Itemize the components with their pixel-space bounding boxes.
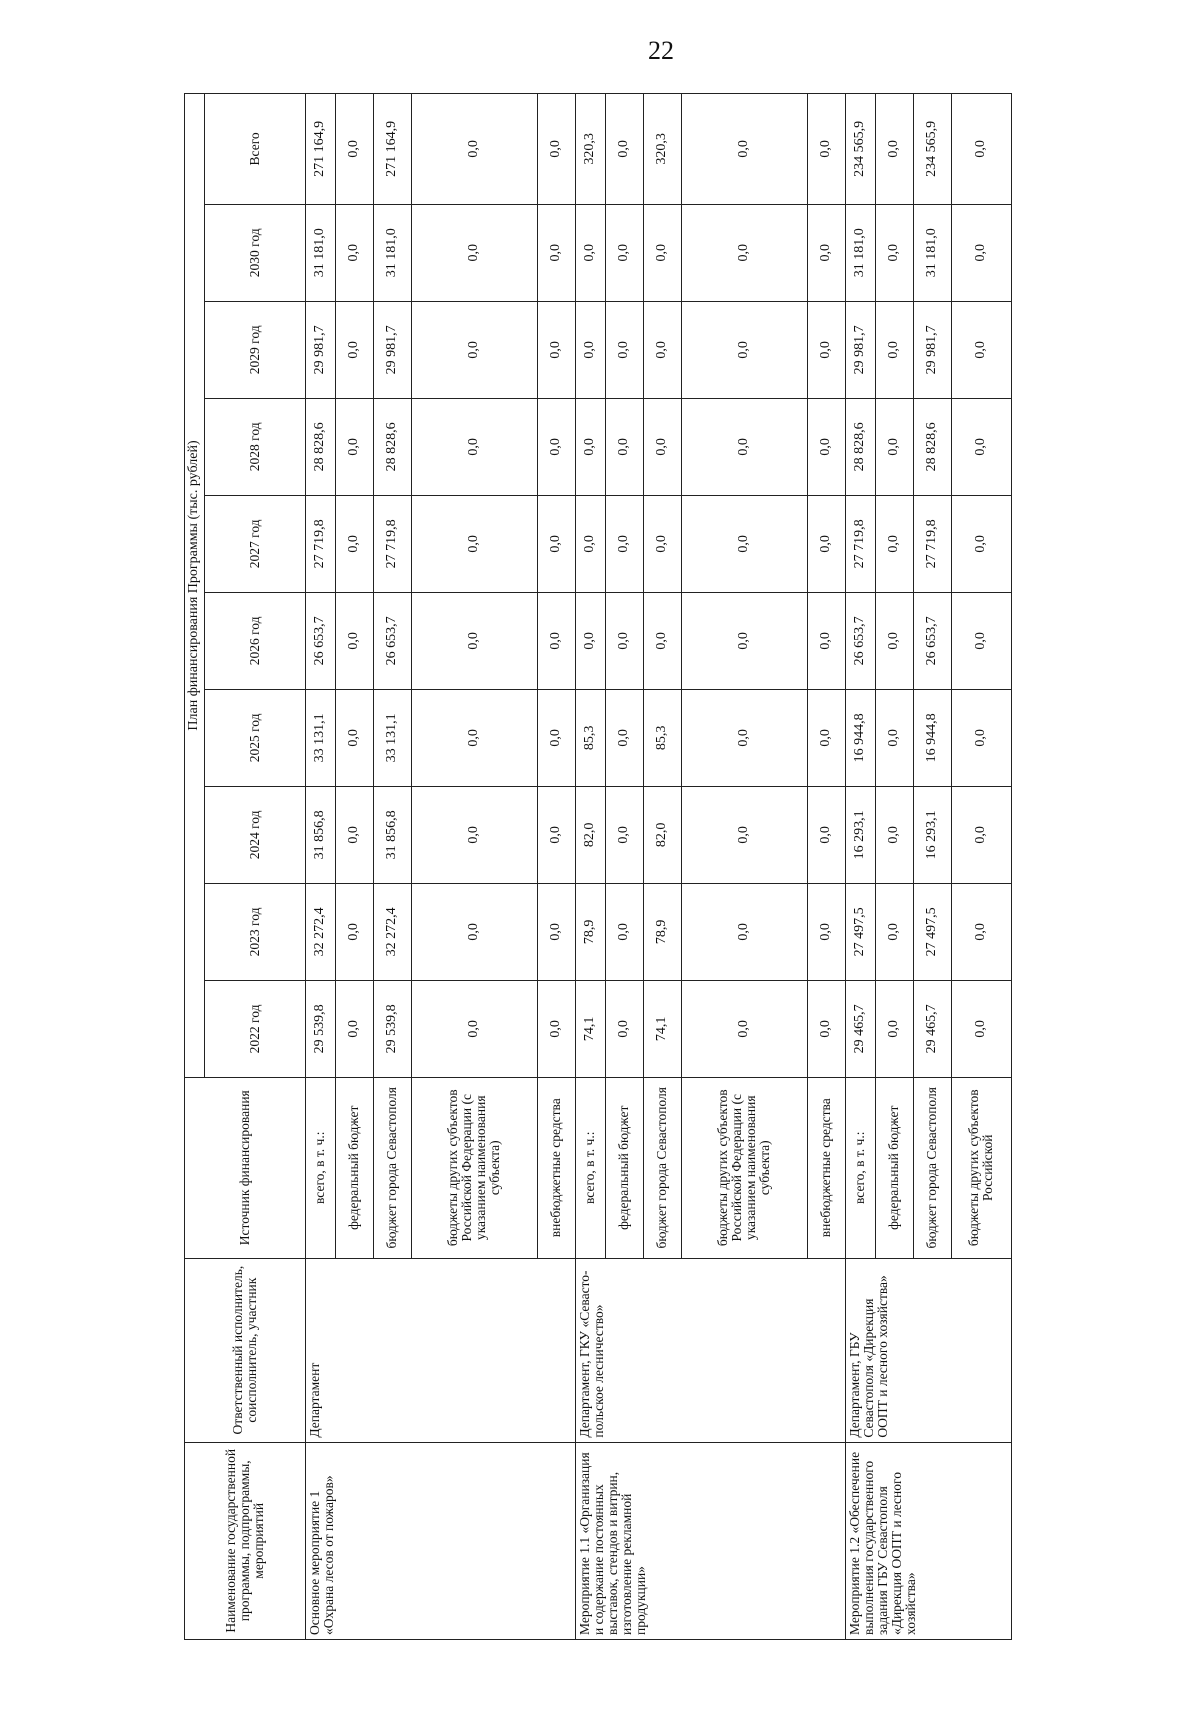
value-cell: 28 828,6	[305, 398, 335, 495]
value-cell: 27 719,8	[913, 495, 951, 592]
value-cell: 27 719,8	[373, 495, 411, 592]
header-year: 2022 год	[204, 980, 305, 1077]
value-cell: 29 465,7	[845, 980, 875, 1077]
executor-cell: Департамент, ГБУ Севастополя «Дирекция ООПТ и лесного хозяйства»	[845, 1258, 1011, 1442]
value-cell: 29 539,8	[373, 980, 411, 1077]
value-cell: 29 981,7	[913, 301, 951, 398]
value-cell: 0,0	[411, 398, 537, 495]
value-cell: 0,0	[681, 786, 807, 883]
header-executor: Ответственный исполнитель, соисполнитель, участник	[185, 1258, 306, 1442]
value-cell: 31 181,0	[305, 204, 335, 301]
value-cell: 82,0	[643, 786, 681, 883]
value-cell: 0,0	[875, 204, 913, 301]
table-row	[845, 94, 875, 1640]
value-cell: 0,0	[875, 786, 913, 883]
value-cell: 0,0	[643, 204, 681, 301]
value-cell: 0,0	[605, 204, 643, 301]
value-cell: 0,0	[411, 204, 537, 301]
value-cell: 31 181,0	[913, 204, 951, 301]
value-cell: 31 181,0	[845, 204, 875, 301]
value-cell: 31 856,8	[373, 786, 411, 883]
value-cell: 16 944,8	[913, 689, 951, 786]
value-cell: 0,0	[951, 204, 1011, 301]
value-cell: 26 653,7	[845, 592, 875, 689]
value-cell: 0,0	[875, 592, 913, 689]
total-cell: 234 565,9	[845, 94, 875, 205]
total-cell: 0,0	[951, 94, 1011, 205]
value-cell: 26 653,7	[913, 592, 951, 689]
header-year: 2030 год	[204, 204, 305, 301]
value-cell: 0,0	[335, 980, 373, 1077]
value-cell: 78,9	[575, 883, 605, 980]
value-cell: 0,0	[643, 398, 681, 495]
value-cell: 0,0	[807, 980, 845, 1077]
header-year: 2026 год	[204, 592, 305, 689]
value-cell: 0,0	[575, 204, 605, 301]
value-cell: 0,0	[537, 980, 575, 1077]
value-cell: 16 293,1	[845, 786, 875, 883]
total-cell: 0,0	[681, 94, 807, 205]
value-cell: 0,0	[807, 786, 845, 883]
header-year: 2025 год	[204, 689, 305, 786]
header-year: 2023 год	[204, 883, 305, 980]
value-cell: 16 293,1	[913, 786, 951, 883]
source-cell: всего, в т. ч.:	[845, 1077, 875, 1258]
value-cell: 28 828,6	[845, 398, 875, 495]
source-cell: бюджет города Севастополя	[643, 1077, 681, 1258]
value-cell: 74,1	[643, 980, 681, 1077]
value-cell: 26 653,7	[373, 592, 411, 689]
value-cell: 33 131,1	[373, 689, 411, 786]
value-cell: 0,0	[411, 786, 537, 883]
value-cell: 0,0	[807, 883, 845, 980]
value-cell: 32 272,4	[305, 883, 335, 980]
total-cell: 0,0	[335, 94, 373, 205]
value-cell: 82,0	[575, 786, 605, 883]
value-cell: 0,0	[411, 883, 537, 980]
value-cell: 0,0	[537, 592, 575, 689]
value-cell: 0,0	[411, 980, 537, 1077]
total-cell: 0,0	[875, 94, 913, 205]
value-cell: 29 465,7	[913, 980, 951, 1077]
executor-cell: Департамент, ГКУ «Севасто-польское лесничество»	[575, 1258, 845, 1442]
value-cell: 0,0	[951, 398, 1011, 495]
value-cell: 33 131,1	[305, 689, 335, 786]
program-name-cell: Мероприятие 1.2 «Обеспечение выполнения государственного задания ГБУ Севастополя «Дирекция ООПТ и лесного хозяйства»	[845, 1442, 1011, 1639]
value-cell: 0,0	[875, 301, 913, 398]
value-cell: 0,0	[335, 883, 373, 980]
header-year: 2024 год	[204, 786, 305, 883]
value-cell: 0,0	[807, 495, 845, 592]
value-cell: 0,0	[537, 786, 575, 883]
value-cell: 0,0	[643, 495, 681, 592]
source-cell: внебюджетные средства	[537, 1077, 575, 1258]
value-cell: 0,0	[681, 689, 807, 786]
value-cell: 78,9	[643, 883, 681, 980]
value-cell: 0,0	[605, 592, 643, 689]
value-cell: 0,0	[681, 980, 807, 1077]
value-cell: 0,0	[951, 495, 1011, 592]
value-cell: 0,0	[681, 883, 807, 980]
source-cell: бюджет города Севастополя	[373, 1077, 411, 1258]
total-cell: 271 164,9	[305, 94, 335, 205]
value-cell: 0,0	[605, 398, 643, 495]
source-cell: федеральный бюджет	[605, 1077, 643, 1258]
value-cell: 29 539,8	[305, 980, 335, 1077]
value-cell: 74,1	[575, 980, 605, 1077]
value-cell: 27 497,5	[913, 883, 951, 980]
value-cell: 0,0	[605, 883, 643, 980]
total-cell: 271 164,9	[373, 94, 411, 205]
value-cell: 85,3	[575, 689, 605, 786]
value-cell: 0,0	[951, 786, 1011, 883]
source-cell: бюджеты других субъектов Российской	[951, 1077, 1011, 1258]
value-cell: 0,0	[643, 592, 681, 689]
source-cell: федеральный бюджет	[335, 1077, 373, 1258]
value-cell: 16 944,8	[845, 689, 875, 786]
value-cell: 0,0	[335, 786, 373, 883]
value-cell: 0,0	[807, 301, 845, 398]
value-cell: 0,0	[537, 495, 575, 592]
value-cell: 0,0	[807, 204, 845, 301]
total-cell: 320,3	[643, 94, 681, 205]
value-cell: 0,0	[681, 204, 807, 301]
value-cell: 0,0	[951, 883, 1011, 980]
value-cell: 0,0	[875, 495, 913, 592]
table-header	[185, 94, 306, 1640]
header-source: Источник финансирования	[185, 1077, 306, 1258]
total-cell: 0,0	[605, 94, 643, 205]
header-year: 2029 год	[204, 301, 305, 398]
table-row	[305, 94, 335, 1640]
value-cell: 0,0	[411, 301, 537, 398]
value-cell: 0,0	[411, 495, 537, 592]
total-cell: 0,0	[537, 94, 575, 205]
header-year: 2028 год	[204, 398, 305, 495]
value-cell: 0,0	[605, 689, 643, 786]
source-cell: всего, в т. ч.:	[575, 1077, 605, 1258]
value-cell: 0,0	[875, 883, 913, 980]
financing-table	[184, 93, 1012, 1640]
value-cell: 0,0	[951, 689, 1011, 786]
header-year: 2027 год	[204, 495, 305, 592]
page-number: 22	[648, 36, 674, 65]
value-cell: 29 981,7	[373, 301, 411, 398]
value-cell: 0,0	[335, 398, 373, 495]
value-cell: 0,0	[575, 301, 605, 398]
value-cell: 32 272,4	[373, 883, 411, 980]
value-cell: 0,0	[643, 301, 681, 398]
value-cell: 0,0	[681, 495, 807, 592]
executor-cell: Департамент	[305, 1258, 575, 1442]
value-cell: 0,0	[575, 592, 605, 689]
table-row	[575, 94, 605, 1640]
value-cell: 0,0	[807, 689, 845, 786]
program-name-cell: Мероприятие 1.1 «Организация и содержание постоянных выставок, стендов и витрин, изготовление рекламной продукции»	[575, 1442, 845, 1639]
total-cell: 0,0	[807, 94, 845, 205]
value-cell: 28 828,6	[373, 398, 411, 495]
value-cell: 28 828,6	[913, 398, 951, 495]
value-cell: 0,0	[951, 980, 1011, 1077]
value-cell: 0,0	[537, 883, 575, 980]
value-cell: 29 981,7	[305, 301, 335, 398]
value-cell: 0,0	[411, 689, 537, 786]
value-cell: 27 719,8	[845, 495, 875, 592]
total-cell: 234 565,9	[913, 94, 951, 205]
value-cell: 0,0	[335, 592, 373, 689]
value-cell: 0,0	[575, 398, 605, 495]
rotated-table-wrapper	[184, 93, 1102, 1640]
total-cell: 0,0	[411, 94, 537, 205]
value-cell: 0,0	[681, 398, 807, 495]
value-cell: 0,0	[681, 301, 807, 398]
value-cell: 0,0	[605, 301, 643, 398]
value-cell: 0,0	[537, 398, 575, 495]
value-cell: 85,3	[643, 689, 681, 786]
value-cell: 0,0	[875, 398, 913, 495]
total-cell: 320,3	[575, 94, 605, 205]
value-cell: 27 497,5	[845, 883, 875, 980]
source-cell: бюджеты других субъектов Российской Федерации (с указанием наименования субъекта)	[681, 1077, 807, 1258]
program-name-cell: Основное мероприятие 1 «Охрана лесов от пожаров»	[305, 1442, 575, 1639]
source-cell: федеральный бюджет	[875, 1077, 913, 1258]
source-cell: всего, в т. ч.:	[305, 1077, 335, 1258]
header-total: Всего	[204, 94, 305, 205]
table-body	[305, 94, 1011, 1640]
value-cell: 26 653,7	[305, 592, 335, 689]
value-cell: 0,0	[951, 301, 1011, 398]
value-cell: 0,0	[681, 592, 807, 689]
value-cell: 31 856,8	[305, 786, 335, 883]
value-cell: 0,0	[537, 689, 575, 786]
value-cell: 0,0	[537, 301, 575, 398]
value-cell: 0,0	[335, 204, 373, 301]
header-plan-title: План финансирования Программы (тыс. рублей)	[185, 94, 205, 1078]
value-cell: 0,0	[875, 980, 913, 1077]
value-cell: 0,0	[335, 689, 373, 786]
value-cell: 0,0	[951, 592, 1011, 689]
value-cell: 31 181,0	[373, 204, 411, 301]
value-cell: 0,0	[807, 592, 845, 689]
value-cell: 0,0	[575, 495, 605, 592]
source-cell: бюджет города Севастополя	[913, 1077, 951, 1258]
value-cell: 27 719,8	[305, 495, 335, 592]
value-cell: 0,0	[875, 689, 913, 786]
value-cell: 0,0	[335, 495, 373, 592]
header-name: Наименование государственной программы, подпрограммы, мероприятий	[185, 1442, 306, 1639]
source-cell: бюджеты других субъектов Российской Федерации (с указанием наименования субъекта)	[411, 1077, 537, 1258]
value-cell: 0,0	[807, 398, 845, 495]
value-cell: 0,0	[411, 592, 537, 689]
value-cell: 0,0	[605, 980, 643, 1077]
value-cell: 0,0	[605, 495, 643, 592]
value-cell: 29 981,7	[845, 301, 875, 398]
value-cell: 0,0	[335, 301, 373, 398]
source-cell: внебюджетные средства	[807, 1077, 845, 1258]
value-cell: 0,0	[537, 204, 575, 301]
value-cell: 0,0	[605, 786, 643, 883]
